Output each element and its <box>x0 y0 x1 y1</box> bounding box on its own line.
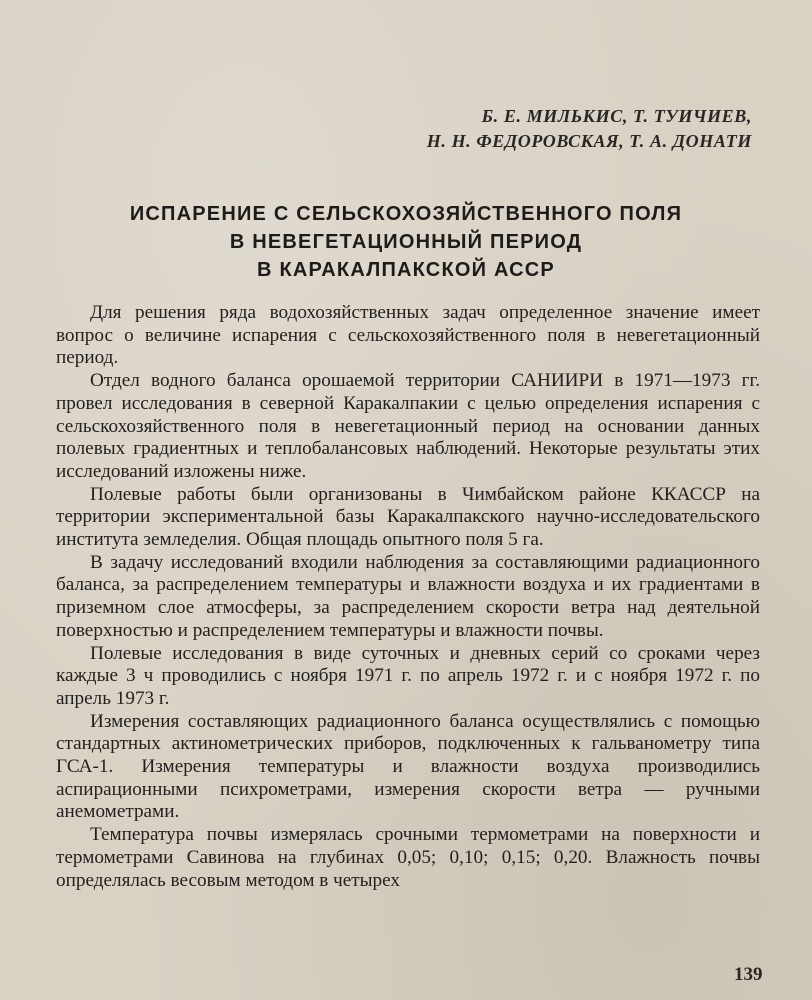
paragraph-1: Для решения ряда водохозяйственных задач определенное значение имеет вопрос о величине испарения с сельскохозяйственного поля в невегетационный период. <box>56 302 760 369</box>
authors-block <box>427 104 752 154</box>
paragraph-6: Измерения составляющих радиационного баланса осуществлялись с помощью стандартных актинометрических приборов, подключенных к гальванометру типа ГСА-1. Измерения температуры и влажности воздуха производились аспирационными психрометрами, измерения скорости ветра — ручными анемометрами. <box>56 710 760 823</box>
paragraph-3: Полевые работы были организованы в Чимбайском районе ККАССР на территории экспериментальной базы Каракалпакского научно-исследовательского института земледелия. Общая площадь опытного поля 5 га. <box>56 483 760 551</box>
authors-line-2: Н. Н. ФЕДОРОВСКАЯ, Т. А. ДОНАТИ <box>426 131 752 151</box>
article-body <box>56 302 760 892</box>
paragraph-7: Температура почвы измерялась срочными термометрами на поверхности и термометрами Савинова на глубинах 0,05; 0,10; 0,15; 0,20. Влажность почвы определялась весовым методом в четырех <box>56 824 760 891</box>
title-line-1: ИСПАРЕНИЕ С СЕЛЬСКОХОЗЯЙСТВЕННОГО ПОЛЯ <box>129 203 683 225</box>
title-line-3: В КАРАКАЛПАКСКОЙ АССР <box>257 259 555 281</box>
title-line-2: В НЕВЕГЕТАЦИОННЫЙ ПЕРИОД <box>229 231 583 253</box>
page-number: 139 <box>734 964 763 985</box>
paragraph-4: В задачу исследований входили наблюдения за составляющими радиационного баланса, за распределением температуры и влажности воздуха и их градиентами в приземном слое атмосферы, за распределением скорости ветра над деятельной поверхностью и распределением температуры и влажности почвы. <box>56 551 760 641</box>
authors-line-1: Б. Е. МИЛЬКИС, Т. ТУИЧИЕВ, <box>481 106 752 126</box>
paragraph-2: Отдел водного баланса орошаемой территории САНИИРИ в 1971—1973 гг. провел исследования в северной Каракалпакии с целью определения испарения с сельскохозяйственного поля в невегетационный период на основании данных полевых градиентных и теплобалансовых наблюдений. Некоторые результаты этих исследований изложены ниже. <box>56 370 760 482</box>
paragraph-5: Полевые исследования в виде суточных и дневных серий со сроками через каждые 3 ч проводились с ноября 1971 г. по апрель 1972 г. и с ноября 1972 г. по апрель 1973 г. <box>56 642 760 709</box>
article-title <box>0 200 812 284</box>
